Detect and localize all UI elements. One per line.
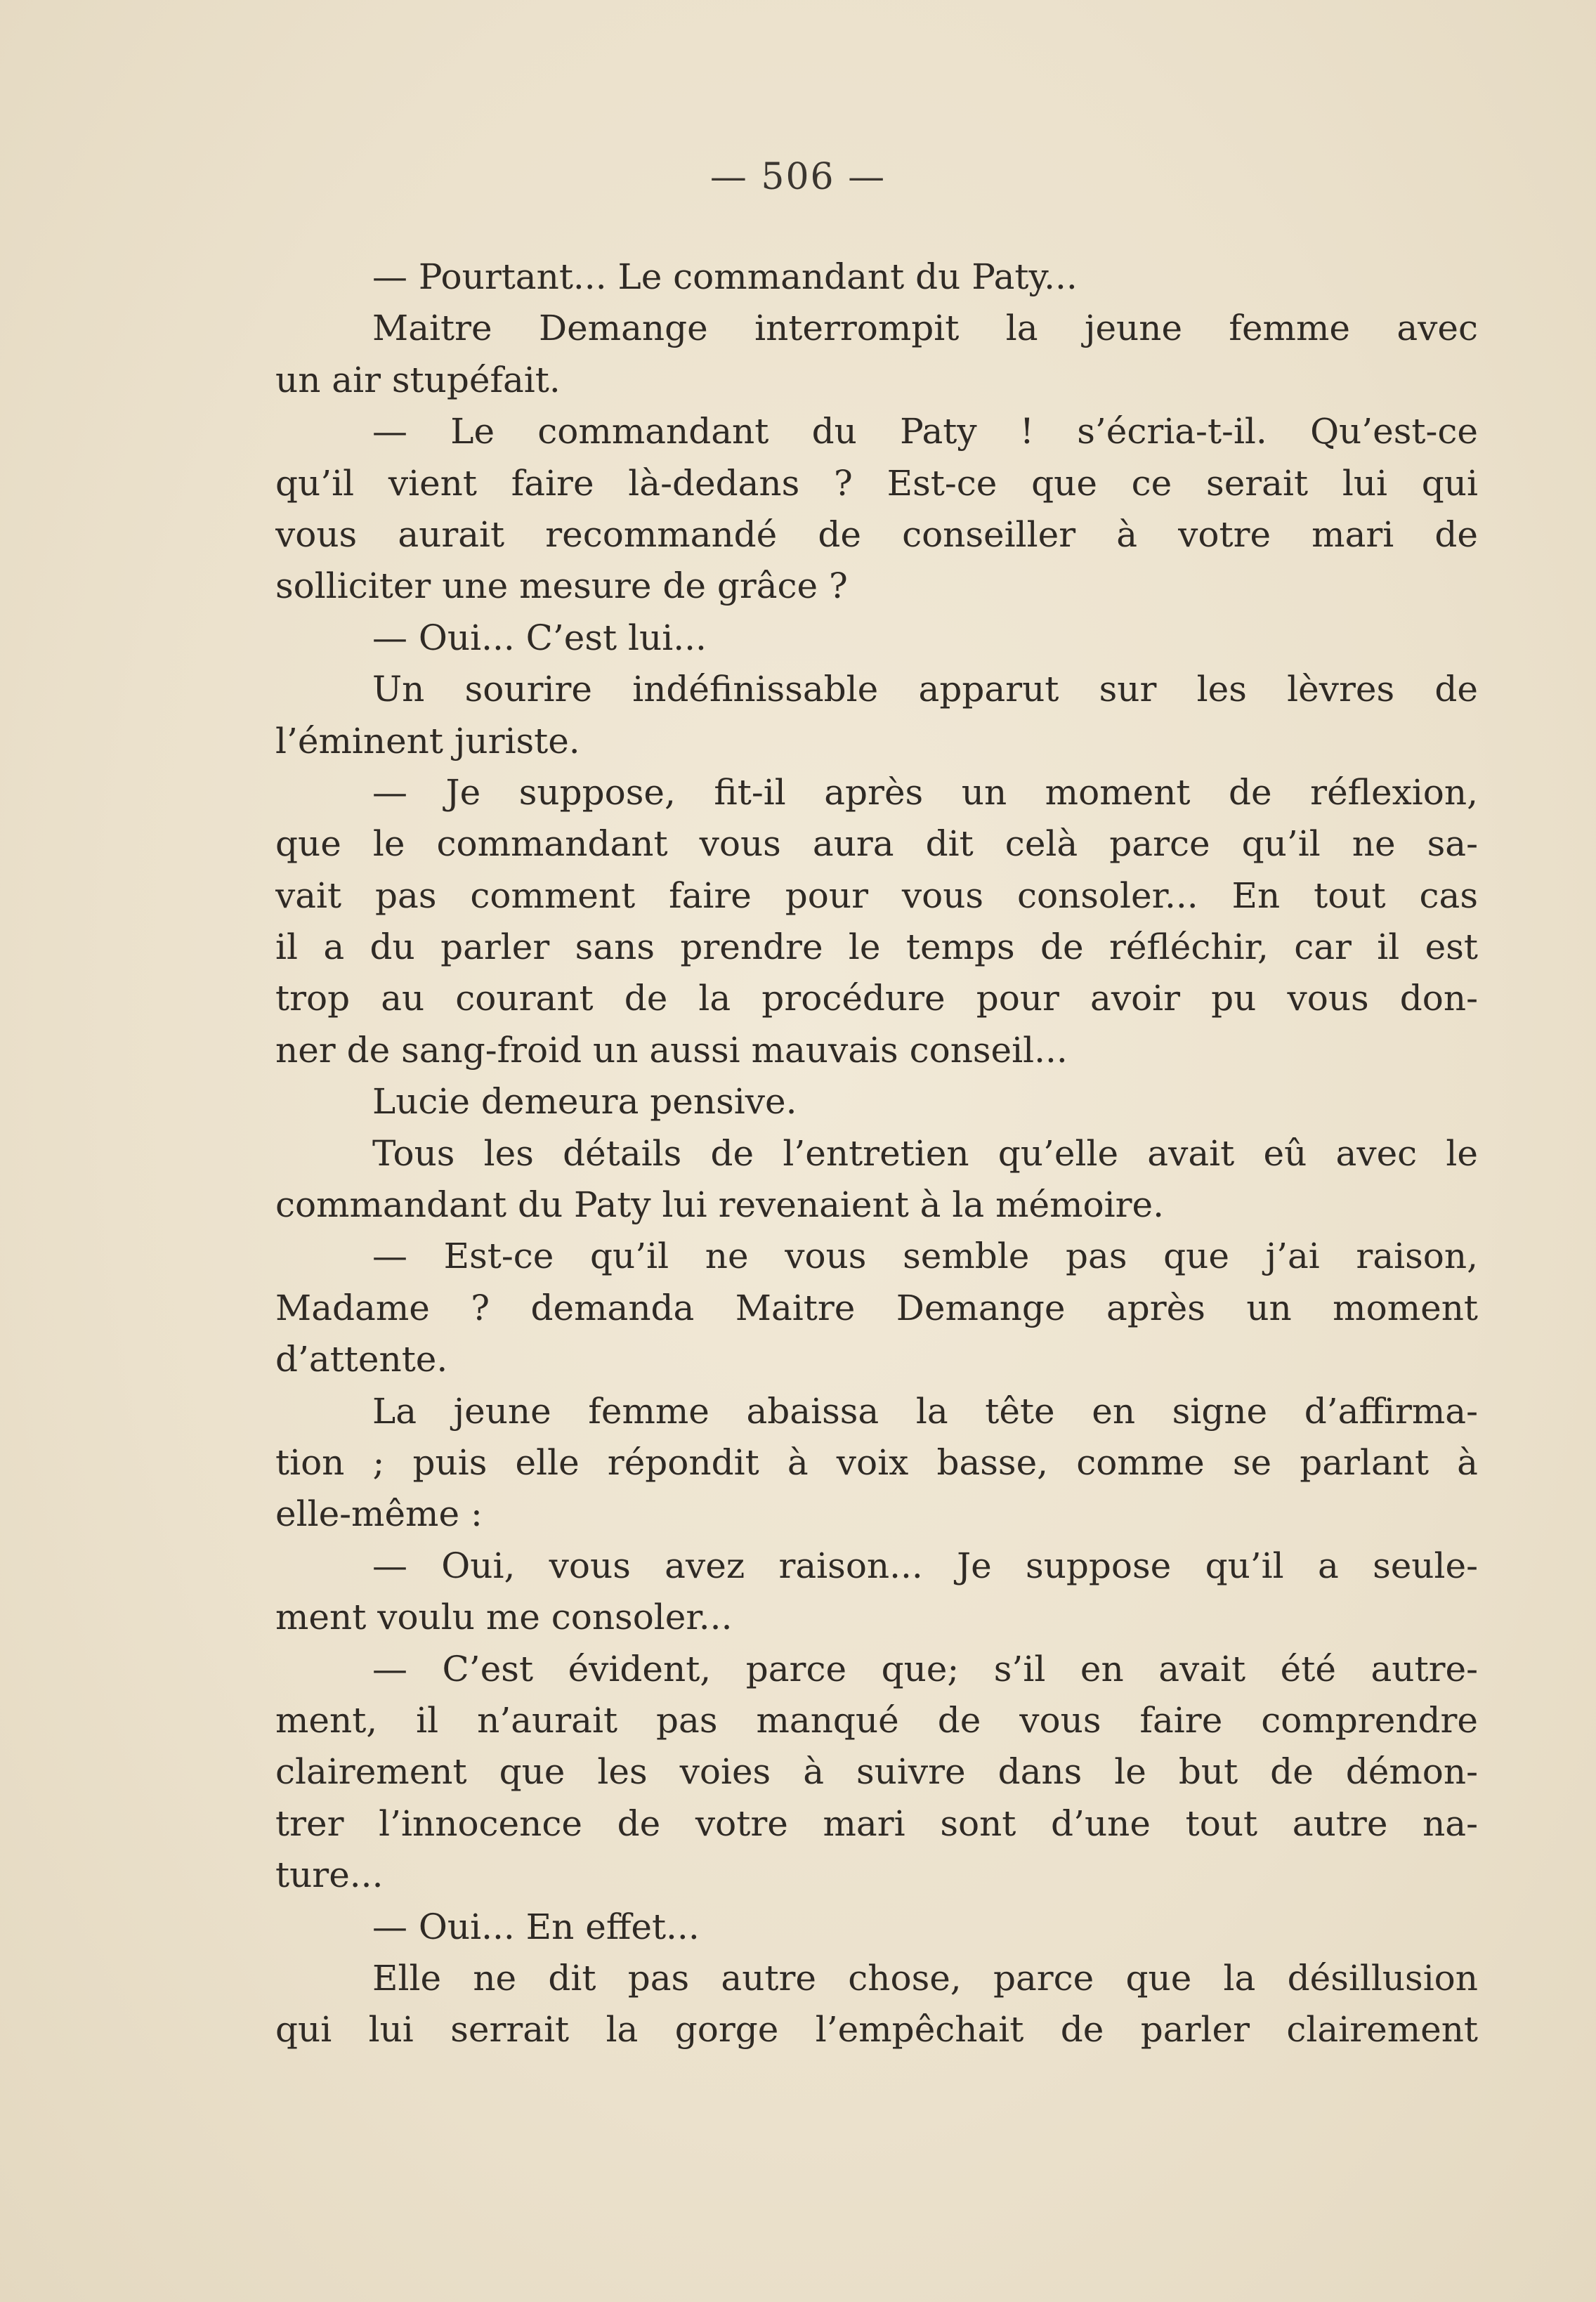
text-line: trop au courant de la procédure pour avoir pu vous don-: [275, 978, 1478, 1019]
text-line: vait pas comment faire pour vous consoler... En tout cas: [275, 875, 1478, 916]
text-line: trer l’innocence de votre mari sont d’une tout autre na-: [275, 1803, 1478, 1844]
text-line: Lucie demeura pensive.: [372, 1081, 797, 1123]
page-number: — 506 —: [709, 156, 887, 198]
text-line: — Est-ce qu’il ne vous semble pas que j’ai raison,: [372, 1236, 1478, 1277]
text-line: — C’est évident, parce que; s’il en avait été autre-: [372, 1648, 1478, 1689]
text-line: il a du parler sans prendre le temps de réfléchir, car il est: [275, 927, 1478, 968]
text-line: d’attente.: [275, 1339, 448, 1380]
text-line: clairement que les voies à suivre dans le but de démon-: [275, 1751, 1478, 1793]
text-line: vous aurait recommandé de conseiller à votre mari de: [275, 514, 1478, 555]
text-line: ner de sang-froid un aussi mauvais conseil...: [275, 1029, 1068, 1071]
text-line: — Je suppose, fit-il après un moment de réflexion,: [372, 771, 1478, 813]
text-line: — Oui, vous avez raison... Je suppose qu’il a seule-: [372, 1545, 1478, 1586]
text-line: elle-même :: [275, 1493, 483, 1535]
text-line: ment voulu me consoler...: [275, 1597, 733, 1638]
text-line: ture...: [275, 1855, 384, 1896]
text-line: un air stupéfait.: [275, 359, 561, 400]
text-line: Madame ? demanda Maitre Demange après un moment: [275, 1287, 1478, 1328]
text-line: tion ; puis elle répondit à voix basse, comme se parlant à: [275, 1441, 1478, 1483]
text-line: commandant du Paty lui revenaient à la mémoire.: [275, 1184, 1164, 1226]
text-line: — Le commandant du Paty ! s’écria-t-il. Qu’est-ce: [372, 411, 1478, 452]
text-line: Tous les détails de l’entretien qu’elle avait eû avec le: [372, 1132, 1478, 1174]
text-line: La jeune femme abaissa la tête en signe d’affirma-: [372, 1390, 1478, 1432]
text-line: — Oui... C’est lui...: [372, 617, 707, 658]
text-line: que le commandant vous aura dit celà parce qu’il ne sa-: [275, 823, 1478, 865]
text-line: — Oui... En effet...: [372, 1906, 700, 1947]
text-line: Elle ne dit pas autre chose, parce que la désillusion: [372, 1957, 1478, 1999]
text-line: solliciter une mesure de grâce ?: [275, 565, 848, 607]
text-line: qui lui serrait la gorge l’empêchait de parler clairement: [275, 2009, 1478, 2051]
text-line: ment, il n’aurait pas manqué de vous faire comprendre: [275, 1699, 1478, 1741]
text-line: qu’il vient faire là-dedans ? Est-ce que ce serait lui qui: [275, 462, 1478, 504]
text-line: — Pourtant... Le commandant du Paty...: [372, 256, 1078, 297]
text-line: l’éminent juriste.: [275, 720, 580, 761]
text-line: Un sourire indéfinissable apparut sur les lèvres de: [372, 669, 1478, 710]
body-text: [275, 251, 1478, 2056]
text-line: Maitre Demange interrompit la jeune femme avec: [372, 308, 1478, 349]
